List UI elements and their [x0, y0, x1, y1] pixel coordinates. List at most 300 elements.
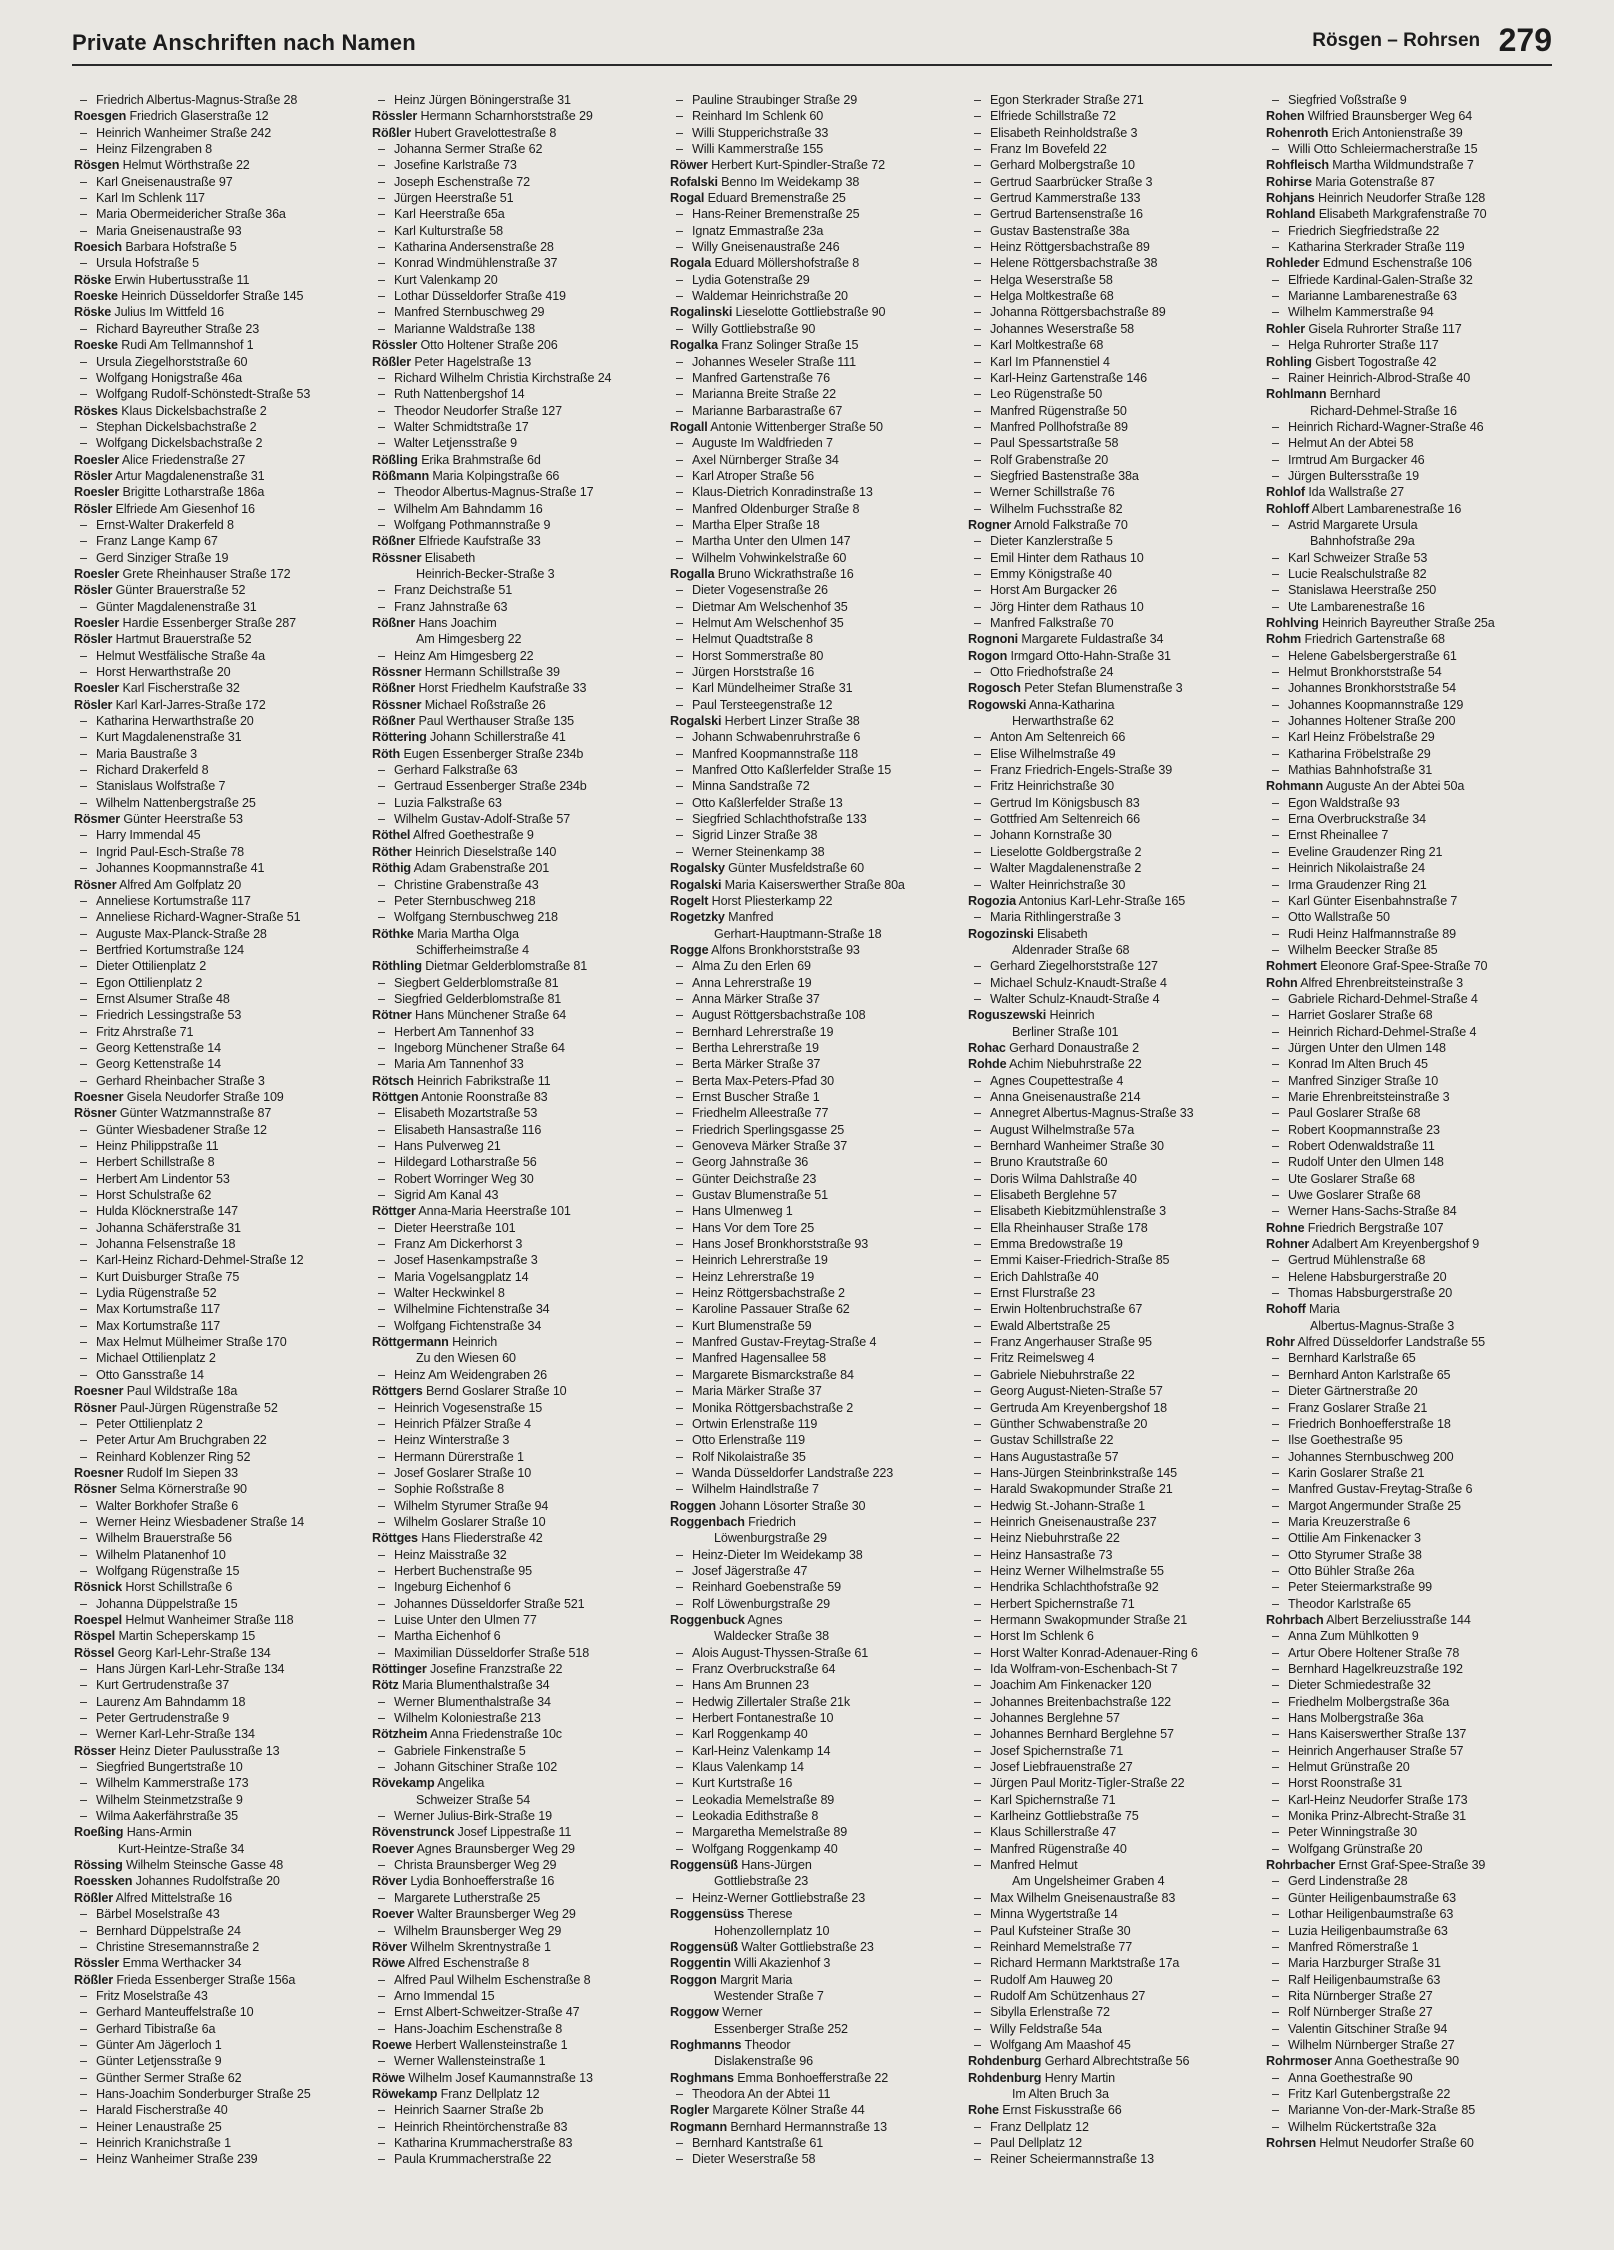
directory-entry	[1266, 1220, 1552, 1236]
directory-entry	[670, 909, 956, 925]
entry-address: Gerhard Albrechtstraße 56	[1044, 2054, 1190, 2069]
repeat-dash: –	[1272, 877, 1279, 892]
directory-entry	[74, 1285, 360, 1301]
entry-address: Ida Wolfram-von-Eschenbach-St 7	[990, 1662, 1178, 1676]
repeat-dash: –	[80, 1760, 87, 1775]
column-3	[670, 92, 956, 2232]
directory-entry	[74, 599, 360, 615]
directory-entry	[372, 1694, 658, 1710]
directory-entry	[74, 1449, 360, 1465]
entry-address: Max Kortumstraße 117	[96, 1318, 221, 1333]
directory-entry	[968, 762, 1254, 778]
entry-address: Berta Märker Straße 37	[692, 1057, 821, 1072]
directory-entry	[372, 1073, 658, 1089]
entry-address: Maria	[1309, 1302, 1340, 1317]
entry-address: Johanna Sermer Straße 62	[394, 142, 543, 157]
repeat-dash: –	[974, 2152, 981, 2167]
repeat-dash: –	[378, 1645, 385, 1660]
entry-address: Ruth Nattenbergshof 14	[394, 387, 525, 402]
entry-address: Stephan Dickelsbachstraße 2	[96, 419, 257, 434]
directory-entry	[74, 403, 360, 419]
entry-address: Friedrich Siegfriedstraße 22	[1288, 223, 1440, 238]
surname: Röttgers	[372, 1384, 423, 1399]
entry-address: Wilhelm Koloniestraße 213	[394, 1711, 541, 1726]
directory-entry	[1266, 403, 1552, 419]
surname: Rössing	[74, 1858, 123, 1873]
entry-address: Heinrich	[452, 1335, 498, 1350]
repeat-dash: –	[378, 1972, 385, 1987]
entry-address: Wilhelm Josef Kaumannstraße 13	[408, 2070, 593, 2085]
surname: Rogon	[968, 648, 1008, 663]
directory-entry	[968, 844, 1254, 860]
directory-entry	[968, 697, 1254, 713]
directory-entry	[372, 1710, 658, 1726]
repeat-dash: –	[378, 877, 385, 892]
repeat-dash: –	[1272, 1596, 1279, 1611]
directory-entry	[670, 1252, 956, 1268]
entry-address: Robert Koopmannstraße 23	[1288, 1122, 1440, 1137]
entry-address: Minna Wygertstraße 14	[990, 1907, 1118, 1922]
entry-address: Peter Ottilienplatz 2	[96, 1416, 203, 1431]
repeat-dash: –	[676, 632, 683, 647]
directory-entry	[968, 2086, 1254, 2102]
entry-address: Karl Gneisenaustraße 97	[96, 174, 233, 189]
directory-entry	[74, 1596, 360, 1612]
surname: Rohrbach	[1266, 1612, 1324, 1627]
directory-entry	[968, 1056, 1254, 1072]
directory-entry	[968, 190, 1254, 206]
entry-address: Minna Sandstraße 72	[692, 779, 810, 794]
directory-entry	[670, 304, 956, 320]
directory-entry	[670, 1449, 956, 1465]
directory-entry	[372, 1301, 658, 1317]
directory-entry	[372, 304, 658, 320]
entry-address: Hermann Dürerstraße 1	[394, 1449, 524, 1464]
directory-entry	[1266, 321, 1552, 337]
directory-entry	[372, 1236, 658, 1252]
repeat-dash: –	[974, 1384, 981, 1399]
directory-entry	[74, 1220, 360, 1236]
directory-entry	[968, 811, 1254, 827]
surname: Roggensüss	[670, 1907, 745, 1922]
repeat-dash: –	[80, 387, 87, 402]
directory-entry	[372, 795, 658, 811]
entry-address: Theodor Neudorfer Straße 127	[394, 403, 563, 418]
directory-entry	[1266, 1285, 1552, 1301]
directory-entry	[1266, 1628, 1552, 1644]
entry-address: Fritz Ahrstraße 71	[96, 1024, 194, 1039]
entry-address: Heinz Am Himgesberg 22	[394, 648, 534, 663]
directory-entry	[74, 419, 360, 435]
entry-address: Manfred Gartenstraße 76	[692, 370, 830, 385]
directory-entry	[372, 1628, 658, 1644]
directory-entry	[372, 1220, 658, 1236]
entry-address: Bruno Wickrathstraße 16	[717, 566, 854, 581]
repeat-dash: –	[974, 1645, 981, 1660]
repeat-dash: –	[378, 289, 385, 304]
directory-entry	[968, 1122, 1254, 1138]
entry-address: Günther Schwabenstraße 20	[990, 1416, 1148, 1431]
surname: Rohfleisch	[1266, 158, 1329, 173]
surname: Röskes	[74, 403, 118, 418]
repeat-dash: –	[378, 1433, 385, 1448]
entry-address: Gertrud Bartensenstraße 16	[990, 207, 1143, 222]
entry-address: Manfred Hagensallee 58	[692, 1351, 826, 1366]
directory-entry	[372, 174, 658, 190]
directory-entry	[968, 1906, 1254, 1922]
entry-address: Ursula Hofstraße 5	[96, 256, 199, 271]
repeat-dash: –	[676, 1318, 683, 1333]
entry-address: Heinrich Rheintörchenstraße 83	[394, 2119, 568, 2134]
entry-address: Karl Atroper Straße 56	[692, 468, 814, 483]
directory-entry	[670, 2053, 956, 2069]
directory-entry	[1266, 566, 1552, 582]
repeat-dash: –	[974, 566, 981, 581]
surname: Rössner	[372, 550, 422, 565]
directory-entry	[1266, 1808, 1552, 1824]
directory-entry	[968, 1824, 1254, 1840]
directory-entry	[670, 1138, 956, 1154]
directory-entry	[1266, 1301, 1552, 1317]
entry-address: Heinz Am Weidengraben 26	[394, 1367, 547, 1382]
entry-address: Erwin Holtenbruchstraße 67	[990, 1302, 1143, 1317]
entry-address: Paul Kufsteiner Straße 30	[990, 1923, 1131, 1938]
entry-address: Werner Schillstraße 76	[990, 485, 1115, 500]
repeat-dash: –	[676, 1727, 683, 1742]
entry-address: Wilhelm Gustav-Adolf-Straße 57	[394, 812, 571, 827]
surname: Rogler	[670, 2103, 709, 2118]
directory-entry	[670, 1301, 956, 1317]
entry-address: Emma Werthacker 34	[122, 1956, 242, 1971]
directory-entry	[670, 1955, 956, 1971]
repeat-dash: –	[974, 321, 981, 336]
directory-entry	[670, 729, 956, 745]
column-5	[1266, 92, 1552, 2232]
entry-address: Werner Heinz Wiesbadener Straße 14	[96, 1514, 305, 1529]
directory-entry	[1266, 680, 1552, 696]
entry-address: Erika Brahmstraße 6d	[421, 452, 541, 467]
directory-entry	[372, 893, 658, 909]
directory-entry	[968, 1432, 1254, 1448]
entry-address: Siegfried Bungertstraße 10	[96, 1760, 243, 1775]
entry-address: Friedhelm Molbergstraße 36a	[1288, 1694, 1450, 1709]
directory-entry	[74, 304, 360, 320]
entry-address: Gisela Neudorfer Straße 109	[126, 1089, 284, 1104]
entry-address: Grete Rheinhauser Straße 172	[122, 566, 291, 581]
directory-entry	[74, 762, 360, 778]
entry-address: Georg August-Nieten-Straße 57	[990, 1384, 1163, 1399]
surname: Rohn	[1266, 975, 1298, 990]
repeat-dash: –	[80, 1269, 87, 1284]
entry-address: Franz Am Dickerhorst 3	[394, 1237, 523, 1252]
entry-address: Sigrid Am Kanal 43	[394, 1188, 499, 1203]
entry-address: Antonie Roonstraße 83	[421, 1089, 548, 1104]
directory-entry	[1266, 1367, 1552, 1383]
directory-entry	[74, 615, 360, 631]
entry-address: Günter Heerstraße 53	[123, 812, 243, 827]
entry-address: Thomas Habsburgerstraße 20	[1288, 1286, 1453, 1301]
entry-address: Bernhard Düppelstraße 24	[96, 1923, 241, 1938]
directory-entry	[74, 942, 360, 958]
repeat-dash: –	[1272, 1809, 1279, 1824]
repeat-dash: –	[676, 697, 683, 712]
entry-address: Peter Winningstraße 30	[1288, 1825, 1417, 1840]
directory-entry	[372, 370, 658, 386]
directory-entry	[968, 1677, 1254, 1693]
entry-address: Helmut Grünstraße 20	[1288, 1760, 1410, 1775]
entry-address: Lydia Rügenstraße 52	[96, 1286, 217, 1301]
entry-address: Peter Steiermarkstraße 99	[1288, 1580, 1432, 1595]
directory-entry	[968, 582, 1254, 598]
entry-address: Theodor	[744, 2037, 791, 2052]
directory-entry	[1266, 206, 1552, 222]
repeat-dash: –	[378, 1400, 385, 1415]
directory-entry	[372, 746, 658, 762]
directory-entry	[670, 1988, 956, 2004]
entry-address: Josef Jägerstraße 47	[692, 1563, 808, 1578]
directory-entry	[372, 1972, 658, 1988]
repeat-dash: –	[1272, 1122, 1279, 1137]
repeat-dash: –	[974, 158, 981, 173]
surname: Röttgen	[372, 1089, 419, 1104]
surname: Rogal	[670, 191, 705, 206]
directory-entry	[968, 337, 1254, 353]
entry-address: Gertrud Saarbrücker Straße 3	[990, 174, 1153, 189]
repeat-dash: –	[974, 746, 981, 761]
directory-entry	[968, 517, 1254, 533]
entry-address: Im Alten Bruch 3a	[1012, 2086, 1109, 2101]
directory-entry	[1266, 631, 1552, 647]
repeat-dash: –	[974, 779, 981, 794]
repeat-dash: –	[676, 1694, 683, 1709]
entry-address: Dieter Gärtnerstraße 20	[1288, 1384, 1418, 1399]
entry-address: Heinrich	[1049, 1008, 1095, 1023]
entry-address: Wanda Düsseldorfer Landstraße 223	[692, 1465, 894, 1480]
entry-address: Willi Otto Schleiermacherstraße 15	[1288, 142, 1478, 157]
directory-entry	[372, 1089, 658, 1105]
entry-address: Wolfgang Honigstraße 46a	[96, 370, 242, 385]
directory-entry	[372, 206, 658, 222]
entry-address: Hermann Swakopmunder Straße 21	[990, 1612, 1188, 1627]
entry-address: Karl-Heinz Valenkamp 14	[692, 1743, 831, 1758]
directory-entry	[968, 1988, 1254, 2004]
directory-entry	[968, 1596, 1254, 1612]
directory-entry	[670, 1105, 956, 1121]
directory-entry	[968, 1089, 1254, 1105]
repeat-dash: –	[676, 1220, 683, 1235]
entry-address: Wilfried Braunsberger Weg 64	[1307, 109, 1473, 124]
directory-entry	[968, 860, 1254, 876]
entry-address: Otto Styrumer Straße 38	[1288, 1547, 1422, 1562]
repeat-dash: –	[974, 1923, 981, 1938]
repeat-dash: –	[80, 828, 87, 843]
repeat-dash: –	[974, 1367, 981, 1382]
repeat-dash: –	[378, 779, 385, 794]
entry-address: Karl Karl-Jarres-Straße 172	[115, 697, 266, 712]
directory-entry	[670, 2119, 956, 2135]
repeat-dash: –	[974, 1776, 981, 1791]
directory-entry	[968, 827, 1254, 843]
directory-entry	[968, 484, 1254, 500]
surname: Rösner	[74, 1400, 117, 1415]
repeat-dash: –	[974, 763, 981, 778]
directory-entry	[372, 762, 658, 778]
entry-address: Agnes Coupettestraße 4	[990, 1073, 1124, 1088]
entry-address: Gerhard Ziegelhorststraße 127	[990, 959, 1158, 974]
surname: Rößler	[74, 1972, 113, 1987]
entry-address: Ingeborg Münchener Straße 64	[394, 1040, 565, 1055]
directory-entry	[74, 680, 360, 696]
entry-address: Gerhart-Hauptmann-Straße 18	[714, 926, 882, 941]
entry-address: Josef Lippestraße 11	[457, 1825, 572, 1840]
repeat-dash: –	[1272, 338, 1279, 353]
directory-entry	[372, 1906, 658, 1922]
entry-address: Josef Hasenkampstraße 3	[394, 1253, 538, 1268]
directory-entry	[1266, 1481, 1552, 1497]
repeat-dash: –	[676, 812, 683, 827]
entry-address: Sibylla Erlenstraße 72	[990, 2005, 1110, 2020]
directory-entry	[74, 2151, 360, 2167]
entry-address: August Wilhelmstraße 57a	[990, 1122, 1135, 1137]
repeat-dash: –	[676, 436, 683, 451]
directory-entry	[670, 1530, 956, 1546]
entry-address: Ingrid Paul-Esch-Straße 78	[96, 844, 244, 859]
repeat-dash: –	[1272, 2103, 1279, 2118]
directory-entry	[1266, 2119, 1552, 2135]
directory-entry	[74, 1530, 360, 1546]
repeat-dash: –	[1272, 910, 1279, 925]
directory-entry	[372, 272, 658, 288]
repeat-dash: –	[676, 1760, 683, 1775]
repeat-dash: –	[1272, 1580, 1279, 1595]
directory-entry	[1266, 746, 1552, 762]
directory-entry	[74, 991, 360, 1007]
directory-entry	[74, 1628, 360, 1644]
entry-address: Günter Magdalenenstraße 31	[96, 599, 257, 614]
directory-entry	[74, 1677, 360, 1693]
repeat-dash: –	[974, 1612, 981, 1627]
entry-address: Paul Tersteegenstraße 12	[692, 697, 833, 712]
entry-address: Heinz-Dieter Im Weidekamp 38	[692, 1547, 863, 1562]
entry-address: Dieter Vogesenstraße 26	[692, 583, 828, 598]
repeat-dash: –	[80, 2005, 87, 2020]
repeat-dash: –	[1272, 828, 1279, 843]
repeat-dash: –	[974, 550, 981, 565]
repeat-dash: –	[974, 191, 981, 206]
entry-address: Bernd Goslarer Straße 10	[425, 1384, 567, 1399]
entry-address: Helga Moltkestraße 68	[990, 289, 1114, 304]
entry-address: Astrid Margarete Ursula	[1288, 517, 1418, 532]
repeat-dash: –	[378, 1743, 385, 1758]
entry-address: Heiner Lenaustraße 25	[96, 2119, 222, 2134]
entry-address: Dietmar Am Welschenhof 35	[692, 599, 848, 614]
entry-address: Adalbert Am Kreyenbergshof 9	[1311, 1237, 1480, 1252]
surname: Rohrbacher	[1266, 1858, 1336, 1873]
directory-entry	[670, 223, 956, 239]
repeat-dash: –	[378, 1318, 385, 1333]
entry-address: Manfred Pollhofstraße 89	[990, 419, 1128, 434]
directory-entry	[372, 1318, 658, 1334]
repeat-dash: –	[974, 1939, 981, 1954]
entry-address: Ilse Goethestraße 95	[1288, 1433, 1403, 1448]
repeat-dash: –	[676, 616, 683, 630]
entry-address: Schweizer Straße 54	[416, 1792, 531, 1807]
directory-entry	[1266, 1972, 1552, 1988]
repeat-dash: –	[1272, 289, 1279, 304]
directory-entry	[74, 1073, 360, 1089]
repeat-dash: –	[378, 387, 385, 402]
entry-address: Kurt Valenkamp 20	[394, 272, 498, 287]
directory-entry	[968, 1726, 1254, 1742]
directory-entry	[1266, 909, 1552, 925]
repeat-dash: –	[974, 305, 981, 320]
entry-address: Friedrich Glaserstraße 12	[129, 109, 269, 124]
entry-address: Valentin Gitschiner Straße 94	[1288, 2021, 1448, 2036]
directory-entry	[670, 762, 956, 778]
entry-address: Hartmut Brauerstraße 52	[115, 632, 252, 647]
directory-entry	[372, 2086, 658, 2102]
directory-entry	[372, 1367, 658, 1383]
entry-address: Werner Karl-Lehr-Straße 134	[96, 1727, 255, 1742]
entry-address: Siegfried Voßstraße 9	[1288, 93, 1407, 107]
entry-address: Genoveva Märker Straße 37	[692, 1139, 848, 1153]
entry-address: Gisbert Togostraße 42	[1315, 354, 1437, 369]
directory-entry	[1266, 648, 1552, 664]
directory-entry	[372, 1334, 658, 1350]
repeat-dash: –	[378, 763, 385, 778]
directory-entry	[670, 1547, 956, 1563]
directory-entry	[372, 1498, 658, 1514]
entry-address: Günter Am Jägerloch 1	[96, 2037, 222, 2052]
entry-address: Christine Stresemannstraße 2	[96, 1939, 260, 1954]
directory-entry	[74, 1024, 360, 1040]
repeat-dash: –	[974, 1956, 981, 1971]
directory-entry	[1266, 419, 1552, 435]
entry-address: Otto Gansstraße 14	[96, 1367, 204, 1382]
repeat-dash: –	[1272, 1514, 1279, 1529]
directory-entry	[670, 403, 956, 419]
entry-address: Antonius Karl-Lehr-Straße 165	[1018, 893, 1186, 908]
directory-entry	[1266, 386, 1552, 402]
directory-entry	[670, 1154, 956, 1170]
repeat-dash: –	[974, 338, 981, 353]
surname: Röske	[74, 305, 112, 320]
repeat-dash: –	[1272, 844, 1279, 859]
entry-address: Robert Odenwaldstraße 11	[1288, 1139, 1435, 1153]
directory-entry	[968, 2053, 1254, 2069]
repeat-dash: –	[378, 1188, 385, 1203]
repeat-dash: –	[974, 1269, 981, 1284]
entry-address: Brigitte Lotharstraße 186a	[122, 485, 265, 500]
directory-entry	[1266, 2021, 1552, 2037]
directory-entry	[74, 2086, 360, 2102]
directory-entry	[1266, 304, 1552, 320]
directory-entry	[372, 1677, 658, 1693]
surname: Rohde	[968, 1057, 1007, 1072]
repeat-dash: –	[80, 1057, 87, 1072]
directory-entry	[74, 746, 360, 762]
directory-entry	[1266, 1612, 1552, 1628]
entry-address: Johann Kornstraße 30	[990, 828, 1112, 843]
directory-entry	[74, 272, 360, 288]
directory-entry	[372, 1645, 658, 1661]
surname: Rößner	[372, 714, 416, 729]
entry-address: Dietmar Gelderblomstraße 81	[425, 959, 588, 974]
directory-entry	[74, 288, 360, 304]
repeat-dash: –	[676, 1171, 683, 1186]
repeat-dash: –	[378, 1449, 385, 1464]
repeat-dash: –	[676, 2086, 683, 2101]
